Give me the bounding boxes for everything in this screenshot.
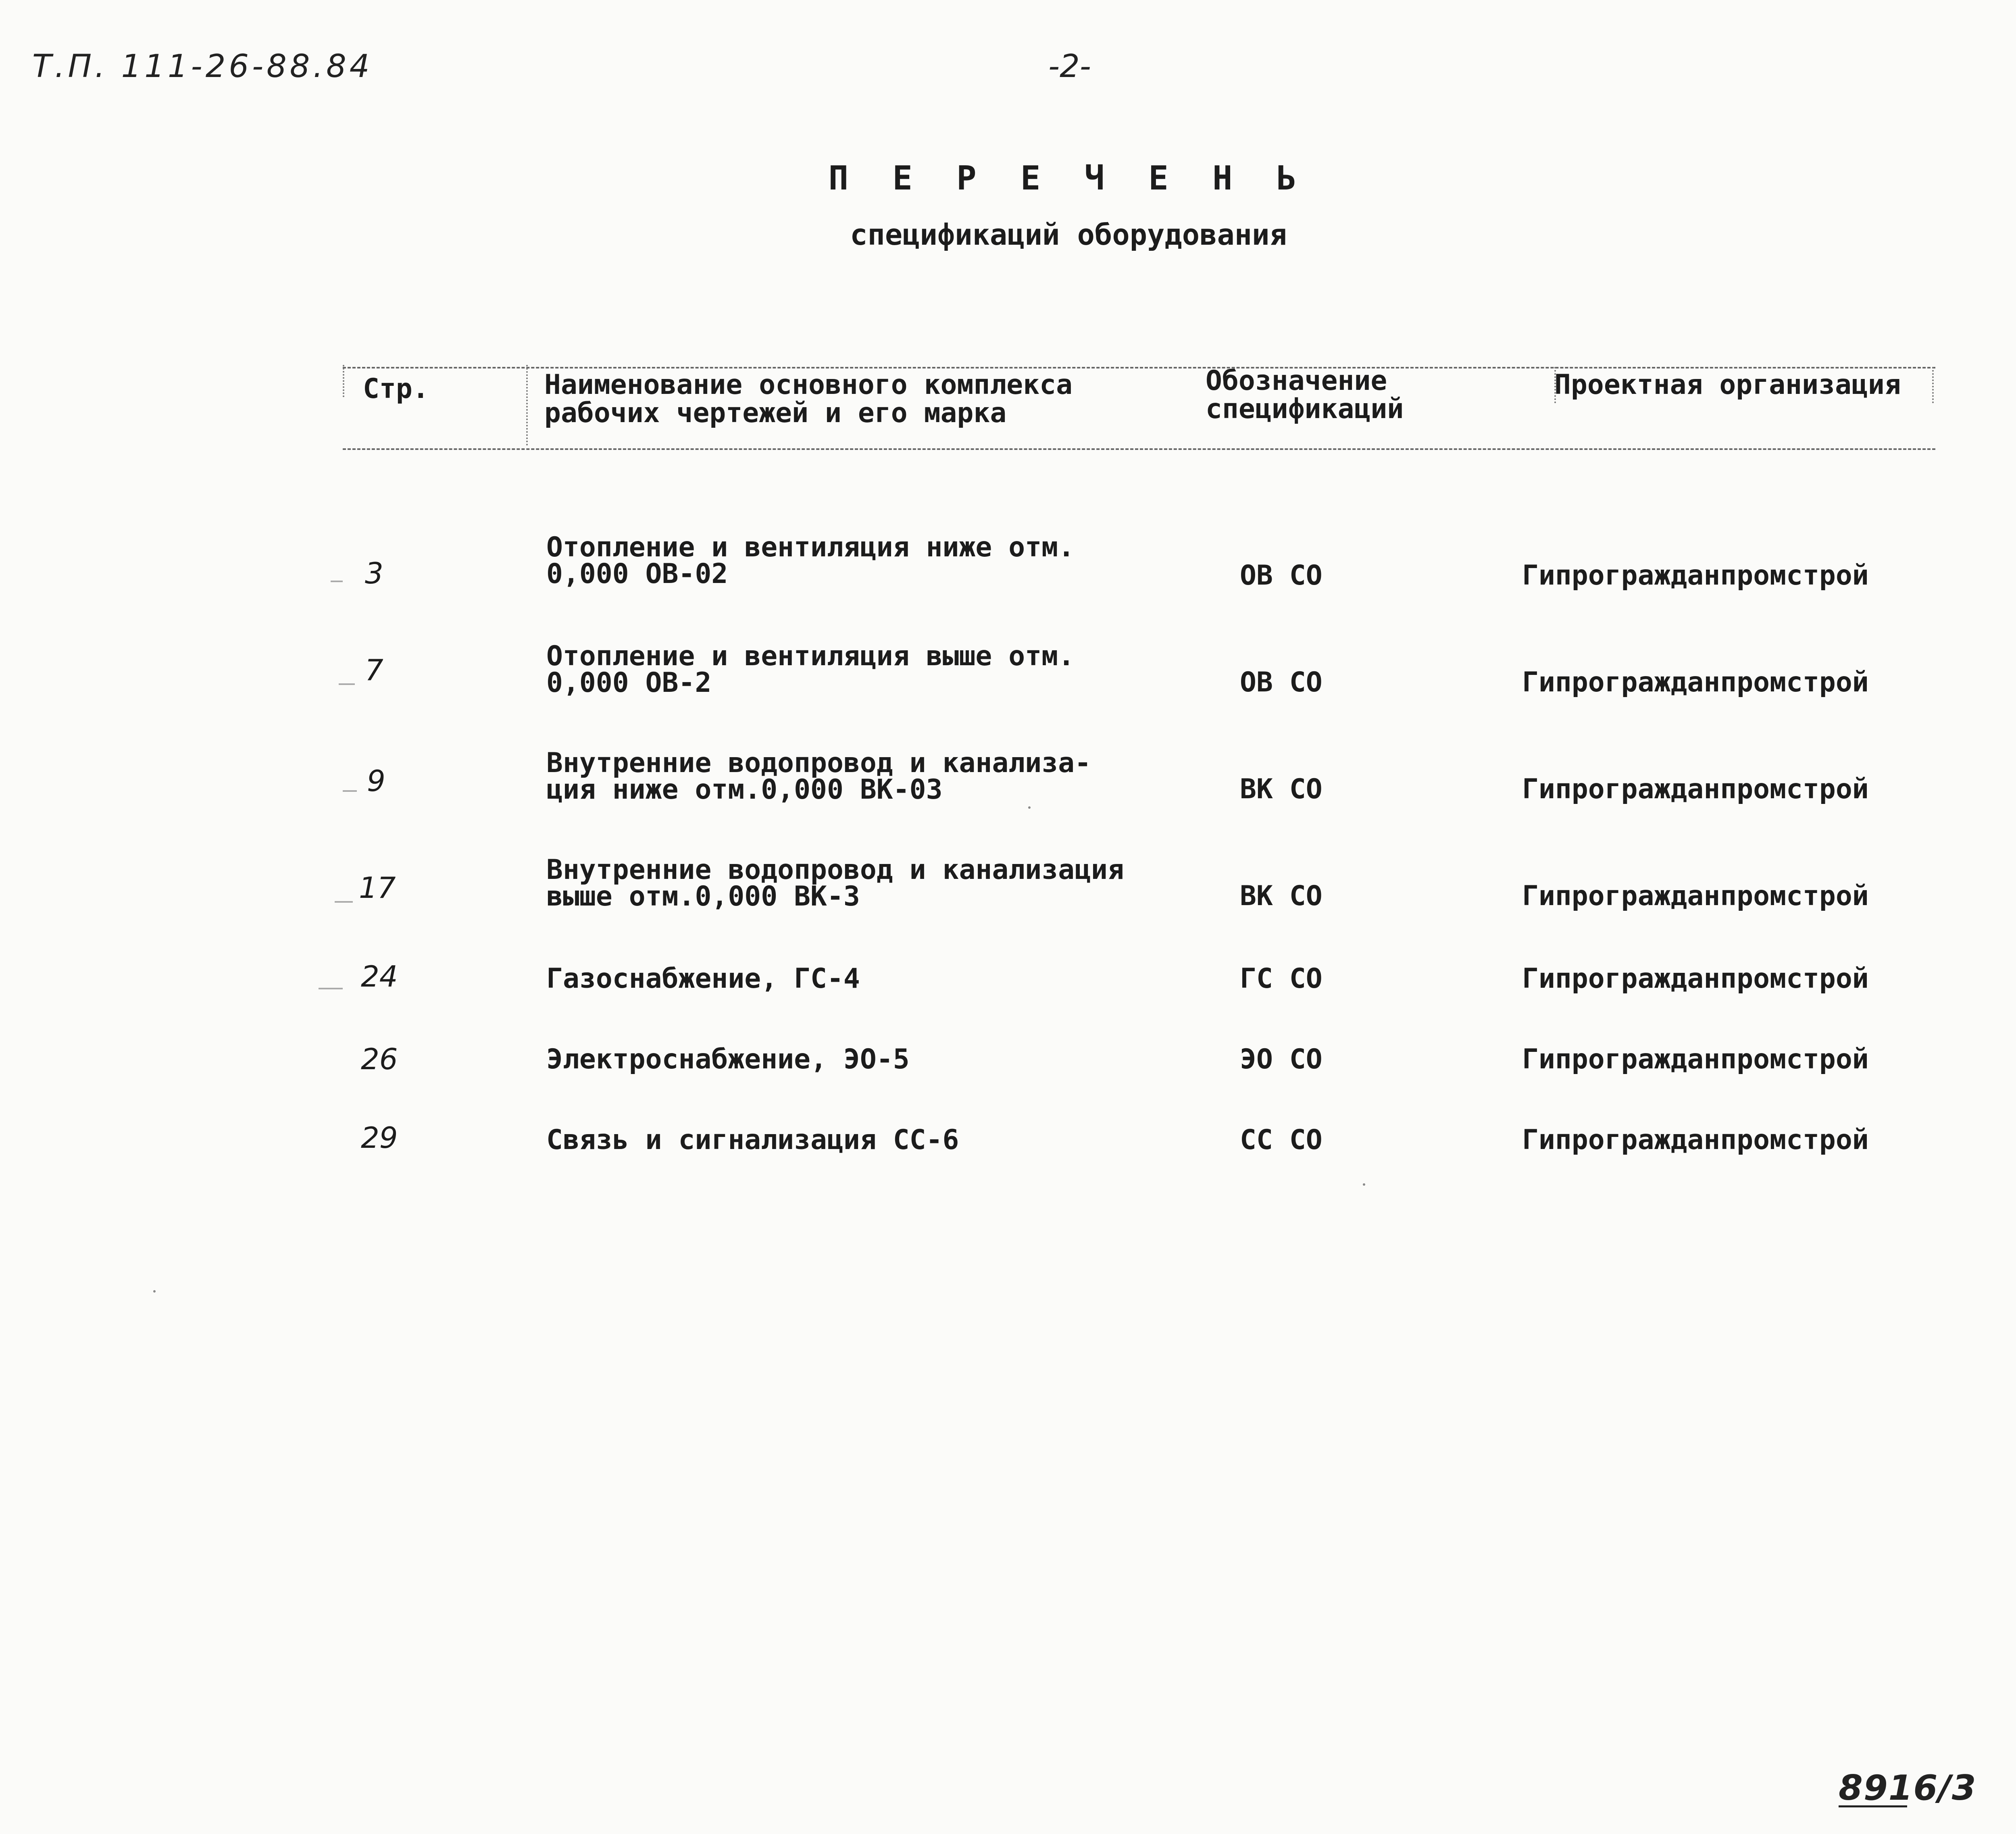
row-tick-mark — [331, 581, 343, 582]
column-divider-right — [1932, 367, 1934, 403]
row-name: Электроснабжение, ЭО-5 — [546, 1043, 910, 1075]
row-name — [546, 854, 1124, 912]
row-organization: Гипрогражданпромстрой — [1522, 560, 1869, 591]
row-tick-mark — [343, 790, 357, 792]
row-page-number: 17 — [359, 871, 396, 905]
row-name-line2: 0,000 ОВ-2 — [546, 667, 712, 699]
column-divider-1 — [526, 365, 528, 445]
row-organization: Гипрогражданпромстрой — [1522, 880, 1869, 912]
row-page-number: 26 — [361, 1042, 398, 1076]
row-name-line2: выше отм.0,000 ВК-3 — [546, 881, 860, 912]
row-page-number: 7 — [365, 653, 383, 687]
row-name — [546, 640, 1075, 699]
row-organization: Гипрогражданпромстрой — [1522, 773, 1869, 805]
row-tick-mark — [335, 901, 353, 903]
row-name-line1: Отопление и вентиляция выше отм. — [546, 640, 1075, 672]
page-subtitle: спецификаций оборудования — [850, 218, 1287, 252]
row-organization: Гипрогражданпромстрой — [1522, 666, 1869, 698]
row-name: Газоснабжение, ГС-4 — [546, 963, 860, 995]
row-designation: ВК СО — [1240, 773, 1322, 805]
row-name-line2: 0,000 ОВ-02 — [546, 558, 728, 590]
row-organization: Гипрогражданпромстрой — [1522, 963, 1869, 995]
document-code: Т.П. 111-26-88.84 — [32, 48, 373, 85]
column-header-name — [544, 371, 1073, 427]
row-name — [546, 747, 1091, 806]
column-divider-left — [343, 365, 344, 397]
row-designation: ОВ СО — [1240, 666, 1322, 698]
row-designation: СС СО — [1240, 1124, 1322, 1156]
row-name: Связь и сигнализация СС-6 — [546, 1124, 959, 1156]
page-title: П Е Р Е Ч Е Н Ь — [828, 159, 1309, 198]
row-organization: Гипрогражданпромстрой — [1522, 1124, 1869, 1156]
column-header-designation-line2: спецификаций — [1206, 393, 1404, 425]
column-header-page: Стр. — [363, 373, 429, 405]
column-header-name-line1: Наименование основного комплекса — [544, 369, 1073, 401]
row-designation: ОВ СО — [1240, 560, 1322, 591]
row-page-number: 29 — [361, 1121, 398, 1155]
row-page-number: 3 — [365, 556, 383, 590]
row-tick-mark — [319, 988, 343, 989]
row-name-line1: Внутренние водопровод и канализа- — [546, 747, 1091, 779]
row-designation: ГС СО — [1240, 963, 1322, 995]
table-header-top-rule — [343, 367, 1935, 368]
column-header-designation-line1: Обозначение — [1206, 365, 1387, 397]
column-header-organization: Проектная организация — [1554, 369, 1901, 401]
inventory-number: 8916/3 — [1839, 1768, 1977, 1808]
row-page-number: 24 — [361, 960, 398, 993]
row-name-line1: Внутренние водопровод и канализация — [546, 854, 1124, 886]
scan-speck — [1363, 1183, 1365, 1186]
column-header-name-line2: рабочих чертежей и его марка — [544, 397, 1007, 429]
scan-speck — [153, 1290, 156, 1293]
row-name-line1: Отопление и вентиляция ниже отм. — [546, 531, 1075, 563]
table-header-bottom-rule — [343, 448, 1935, 450]
column-header-designation — [1206, 367, 1404, 423]
row-designation: ЭО СО — [1240, 1043, 1322, 1075]
inventory-number-underline — [1839, 1805, 1907, 1807]
scan-speck — [1028, 806, 1031, 809]
row-designation: ВК СО — [1240, 880, 1322, 912]
row-tick-mark — [339, 683, 355, 685]
page-number: -2- — [1048, 48, 1091, 85]
row-name — [546, 531, 1075, 590]
row-name-line2: ция ниже отм.0,000 ВК-03 — [546, 774, 943, 806]
row-organization: Гипрогражданпромстрой — [1522, 1043, 1869, 1075]
row-page-number: 9 — [367, 764, 385, 798]
